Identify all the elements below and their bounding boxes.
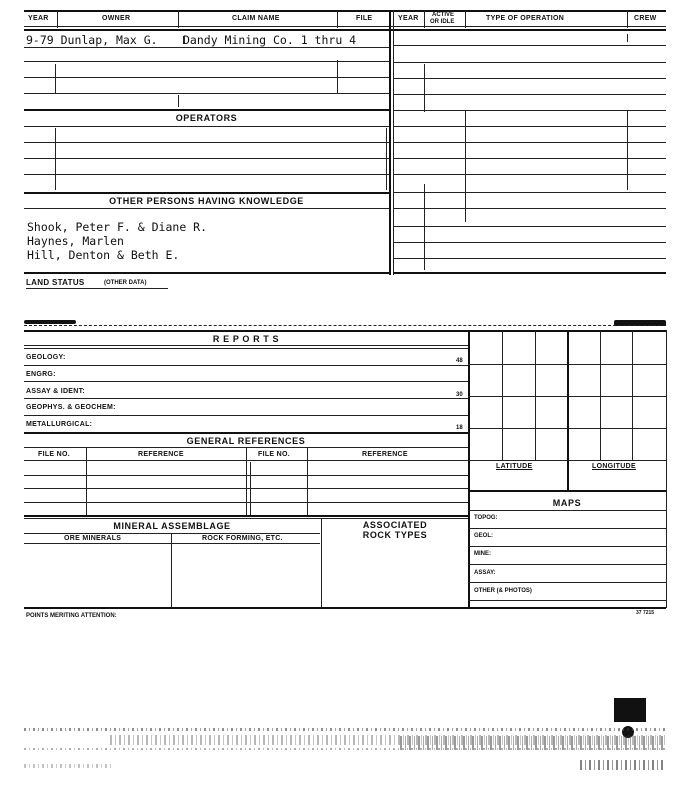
- reports-label: R E P O R T S: [212, 334, 280, 344]
- other-persons-label: OTHER PERSONS HAVING KNOWLEDGE: [109, 196, 304, 206]
- operators-label: OPERATORS: [175, 113, 238, 123]
- general-references-label: GENERAL REFERENCES: [186, 436, 306, 446]
- maps-row-topog: TOPOG:: [474, 515, 498, 521]
- latitude-label: LATITUDE: [496, 463, 533, 470]
- report-num-assay: 30: [456, 392, 463, 398]
- other-person-2: Haynes, Marlen: [27, 234, 124, 248]
- header-active-idle-2: OR IDLE: [430, 19, 455, 25]
- form-number: 37 7215: [636, 610, 655, 616]
- header-claim-name: CLAIM NAME: [232, 15, 280, 22]
- report-row-engrg: ENGRG:: [26, 371, 56, 378]
- maps-row-geol: GEOL:: [474, 533, 493, 539]
- report-row-geophys: GEOPHYS. & GEOCHEM:: [26, 404, 116, 411]
- mineral-assemblage-label: MINERAL ASSEMBLAGE: [113, 521, 231, 531]
- report-row-assay: ASSAY & IDENT:: [26, 388, 86, 395]
- other-person-3: Hill, Denton & Beth E.: [27, 248, 180, 262]
- header-active-idle-1: ACTIVE: [432, 12, 455, 18]
- maps-row-assay: ASSAY:: [474, 570, 496, 576]
- report-num-geology: 48: [456, 358, 463, 364]
- longitude-label: LONGITUDE: [592, 463, 636, 470]
- header-type-of-operation: TYPE OF OPERATION: [486, 15, 565, 22]
- header-owner: OWNER: [102, 15, 131, 22]
- ref-header-file-no-1: FILE NO.: [38, 451, 70, 458]
- ref-header-file-no-2: FILE NO.: [258, 451, 290, 458]
- report-row-geology: GEOLOGY:: [26, 354, 66, 361]
- ore-minerals-label: ORE MINERALS: [64, 535, 122, 542]
- land-status-label: LAND STATUS: [26, 278, 85, 287]
- header-file: FILE: [356, 15, 373, 22]
- claim-entry: Dandy Mining Co. 1 thru 4: [183, 33, 357, 47]
- maps-row-mine: MINE:: [474, 551, 491, 557]
- owner-entry: 9-79 Dunlap, Max G.: [26, 33, 158, 47]
- ref-header-reference-2: REFERENCE: [362, 451, 408, 458]
- header-year-2: YEAR: [398, 15, 419, 22]
- header-year: YEAR: [28, 15, 49, 22]
- points-meriting-label: POINTS MERITING ATTENTION:: [26, 613, 117, 619]
- associated-rock-types-1: ASSOCIATED: [362, 520, 428, 530]
- maps-label: MAPS: [552, 498, 582, 508]
- other-person-1: Shook, Peter F. & Diane R.: [27, 220, 208, 234]
- maps-row-other: OTHER (& PHOTOS): [474, 588, 532, 594]
- report-row-metallurgical: METALLURGICAL:: [26, 421, 93, 428]
- report-num-metallurgical: 18: [456, 425, 463, 431]
- header-crew: CREW: [634, 15, 657, 22]
- associated-rock-types-2: ROCK TYPES: [362, 530, 428, 540]
- land-status-sub: (OTHER DATA): [104, 280, 147, 286]
- ref-header-reference-1: REFERENCE: [138, 451, 184, 458]
- rock-forming-label: ROCK FORMING, ETC.: [202, 535, 283, 542]
